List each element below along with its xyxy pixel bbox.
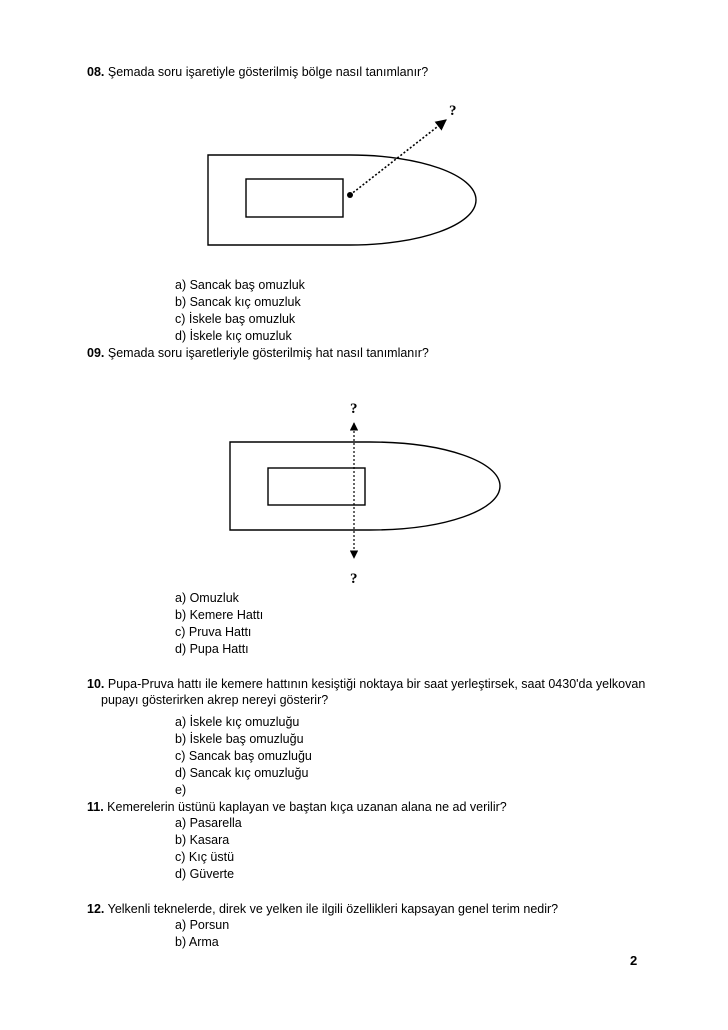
option: c) Sancak baş omuzluğu: [175, 749, 312, 763]
question-number: 08.: [87, 65, 105, 79]
option: b) İskele baş omuzluğu: [175, 732, 304, 746]
question-text-line1: Pupa-Pruva hattı ile kemere hattının kesiştiği noktaya bir saat yerleştirsek, saat 0430'da yelkovan: [107, 677, 646, 691]
options-12: [175, 917, 229, 951]
question-11: [87, 799, 667, 815]
options-08: [175, 277, 305, 345]
option: a) Porsun: [175, 918, 230, 932]
question-marker-top: ?: [350, 401, 358, 417]
question-text: Yelkenli teknelerde, direk ve yelken ile ilgili özellikleri kapsayan genel terim nedir?: [107, 902, 559, 916]
options-11: [175, 815, 242, 883]
option: c) İskele baş omuzluk: [175, 312, 296, 326]
question-marker-bottom: ?: [350, 571, 358, 587]
question-number: 11.: [87, 800, 104, 814]
option: a) Pasarella: [175, 816, 242, 830]
option: a) İskele kıç omuzluğu: [175, 715, 300, 729]
option: a) Omuzluk: [175, 591, 239, 605]
question-text-line2: pupayı gösterirken akrep nereyi gösterir?: [101, 693, 329, 707]
question-09: [87, 345, 667, 361]
question-number: 09.: [87, 346, 105, 360]
dotted-arrow: [350, 120, 446, 195]
question-text: Şemada soru işaretiyle gösterilmiş bölge nasıl tanımlanır?: [107, 65, 429, 79]
options-10: [175, 714, 312, 799]
boat-diagram-09: [0, 390, 728, 590]
option: c) Kıç üstü: [175, 850, 235, 864]
question-number: 12.: [87, 902, 105, 916]
option: c) Pruva Hattı: [175, 625, 252, 639]
boat-diagram-08: [0, 0, 728, 290]
option: e): [175, 783, 187, 797]
option: d) İskele kıç omuzluk: [175, 329, 292, 343]
question-text: Şemada soru işaretleriyle gösterilmiş hat nasıl tanımlanır?: [107, 346, 429, 360]
question-text: Kemerelerin üstünü kaplayan ve baştan kıça uzanan alana ne ad verilir?: [107, 800, 507, 814]
option: b) Kemere Hattı: [175, 608, 264, 622]
option: a) Sancak baş omuzluk: [175, 278, 305, 292]
cabin-rectangle: [246, 179, 343, 217]
option: d) Pupa Hattı: [175, 642, 249, 656]
question-10: [87, 676, 687, 708]
option: b) Kasara: [175, 833, 230, 847]
option: b) Arma: [175, 935, 219, 949]
cabin-rectangle: [268, 468, 365, 505]
question-number: 10.: [87, 677, 105, 691]
option: d) Sancak kıç omuzluğu: [175, 766, 309, 780]
option: b) Sancak kıç omuzluk: [175, 295, 301, 309]
hull-outline: [208, 155, 476, 245]
options-09: [175, 590, 263, 658]
option: d) Güverte: [175, 867, 235, 881]
page-number: 2: [630, 953, 638, 968]
question-marker: ?: [449, 103, 457, 119]
question-12: [87, 901, 667, 917]
